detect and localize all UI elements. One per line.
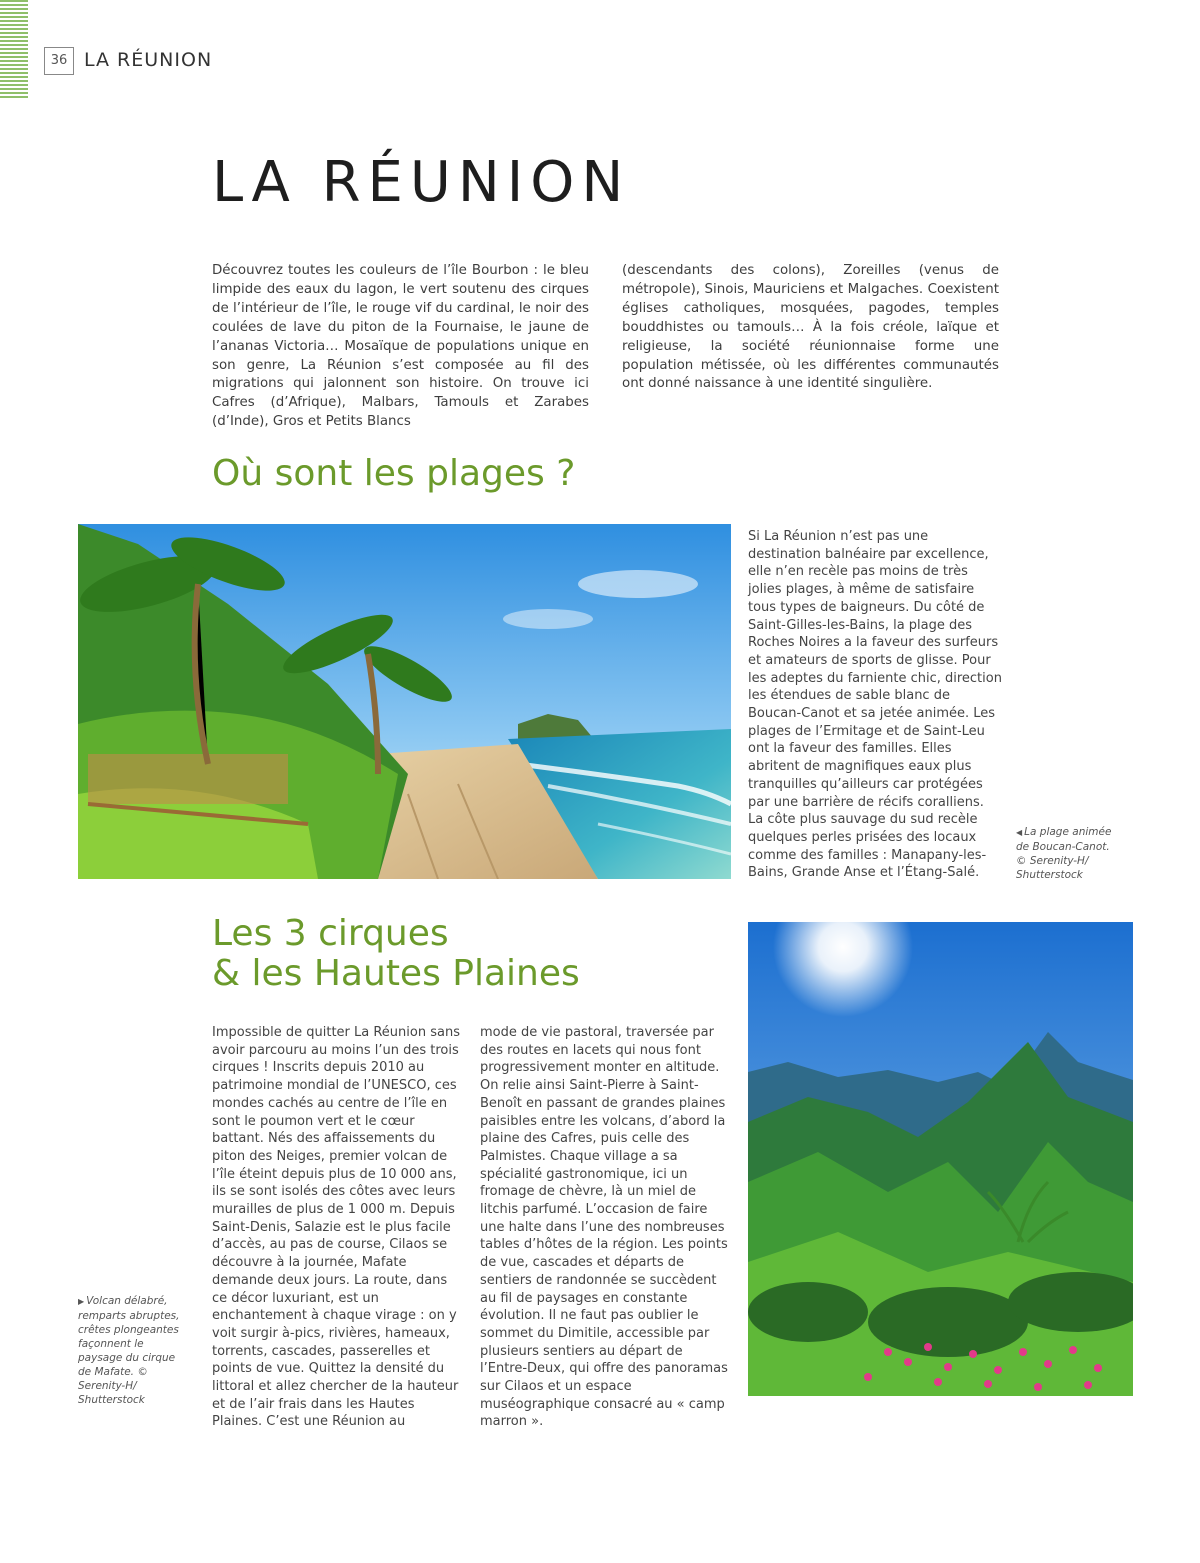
triangle-right-icon: ▶ xyxy=(78,1297,85,1306)
cirques-column-1: Impossible de quitter La Réunion sans avoir parcouru au moins l’un des trois cirques ! Inscrits depuis 2010 au patrimoine mondial de l’UNESCO, ces mondes cachés au centre de l’île en sont le poumon vert et le cœur battant. Nés des affaissements du piton des Neiges, premier volcan de l’île éteint depuis plus de 10 000 ans, ils se sont isolés des côtes avec leurs murailles de plus de 1 000 m. Depuis Saint-Denis, Salazie est le plus facile d’accès, au pas de course, Cilaos se découvre à la journée, Mafate demande deux jours. La route, dans ce décor luxuriant, est un enchantement à chaque virage : on y voit surgir à-pics, rivières, hameaux, torrents, cascades, passerelles et points de vue. Quittez la densité du littoral et allez chercher de la hauteur et de l’air frais dans les Hautes Plaines. C’est une Réunion au xyxy=(212,1025,460,1430)
intro-column-2: (descendants des colons), Zoreilles (venus de métropole), Sinois, Mauriciens et Malgaches. Coexistent églises catholiques, mosquées, pagodes, temples bouddhistes ou tamouls… À la fois créole, laïque et religieuse, la société réunionnaise forme une population métissée, où les différentes communautés ont donné naissance à une identité singulière. xyxy=(622,263,999,392)
mafate-photo-caption xyxy=(78,1294,190,1407)
triangle-left-icon: ◀ xyxy=(1016,828,1023,837)
mountain-photo xyxy=(748,922,1133,1396)
intro-column-1: Découvrez toutes les couleurs de l’île Bourbon : le bleu limpide des eaux du lagon, le vert soutenu des cirques de l’intérieur de l’île, le rouge vif du cardinal, le noir des coulées de lave du piton de la Fournaise, le jaune de l’ananas Victoria… Mosaïque de populations unique en son genre, La Réunion s’est composée au fil des migrations qui jalonnent son histoire. On trouve ici Cafres (d’Afrique), Malbars, Tamouls et Zarabes (d’Inde), Gros et Petits Blancs xyxy=(212,263,589,430)
beach-photo xyxy=(78,524,731,879)
beaches-heading: Où sont les plages ? xyxy=(212,453,576,494)
decorative-stripes xyxy=(0,0,28,100)
beaches-text: Si La Réunion n’est pas une destination balnéaire par excellence, elle n’en recèle pas moins de très jolies plages, à même de satisfaire tous types de baigneurs. Du côté de Saint-Gilles-les-Bains, la plage des Roches Noires a la faveur des surfeurs et amateurs de sports de glisse. Pour les adeptes du farniente chic, direction les étendues de sable blanc de Boucan-Canot et sa jetée animée. Les plages de l’Ermitage et de Saint-Leu ont la faveur des familles. Elles abritent de magnifiques eaux plus tranquilles qu’ailleurs car protégées par une barrière de récifs coralliens. La côte plus sauvage du sud recèle quelques perles prisées des locaux comme des familles : Manapany-les-Bains, Grande Anse et l’Étang-Salé. xyxy=(748,529,1002,881)
cirques-heading-line-2: & les Hautes Plaines xyxy=(212,953,580,994)
cirques-heading-line-1: Les 3 cirques xyxy=(212,913,449,954)
page-number: 36 xyxy=(44,47,74,75)
cirques-column-2: mode de vie pastoral, traversée par des routes en lacets qui nous font progressivement monter en altitude. On relie ainsi Saint-Pierre à Saint-Benoît en passant de grandes plaines paisibles entre les volcans, d’abord la plaine des Cafres, puis celle des Palmistes. Chaque village a sa spécialité gastronomique, ici un fromage de chèvre, là un miel de litchis parfumé. L’occasion de faire une halte dans l’une des nombreuses tables d’hôtes de la région. Les points de vue, cascades et départs de sentiers de randonnée se succèdent au fil de paysages en constante évolution. Il ne faut pas oublier le sommet du Dimitile, accessible par plusieurs sentiers au départ de l’Entre-Deux, qui offre des panoramas sur Cilaos et un espace muséographique consacré au « camp marron ». xyxy=(480,1025,728,1430)
mafate-caption-text: Volcan délabré, remparts abruptes, crêtes plongeantes façonnent le paysage du cirque de Mafate. © Serenity-H/ Shutterstock xyxy=(78,1295,180,1406)
page-title: LA RÉUNION xyxy=(212,150,631,215)
beach-caption-text: La plage animée de Boucan-Canot. © Serenity-H/ Shutterstock xyxy=(1016,826,1112,881)
beach-photo-caption xyxy=(1016,825,1116,882)
cirques-heading xyxy=(212,914,580,994)
running-title: LA RÉUNION xyxy=(84,49,213,71)
